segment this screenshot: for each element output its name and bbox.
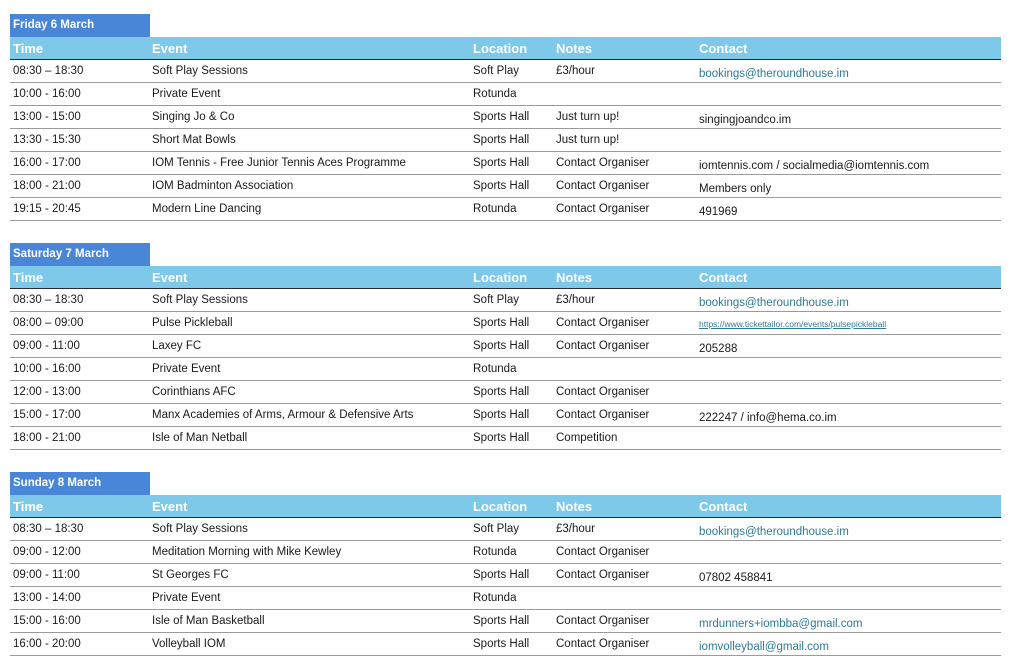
table-row bbox=[10, 152, 1001, 175]
day-section bbox=[10, 472, 1001, 656]
location-cell: Sports Hall bbox=[473, 157, 530, 169]
notes-cell: Contact Organiser bbox=[556, 157, 650, 169]
time-cell: 18:00 - 21:00 bbox=[13, 432, 81, 444]
time-cell: 12:00 - 13:00 bbox=[13, 386, 81, 398]
day-title: Friday 6 March bbox=[10, 14, 150, 37]
table-header bbox=[10, 495, 1001, 518]
event-cell: Short Mat Bowls bbox=[152, 134, 236, 146]
notes-cell: Contact Organiser bbox=[556, 340, 650, 352]
table-row bbox=[10, 633, 1001, 656]
table-row bbox=[10, 518, 1001, 541]
event-cell: Manx Academies of Arms, Armour & Defensive Arts bbox=[152, 409, 414, 421]
notes-cell: Contact Organiser bbox=[556, 317, 650, 329]
contact-cell: Members only bbox=[699, 183, 772, 195]
table-row bbox=[10, 541, 1001, 564]
notes-cell: Contact Organiser bbox=[556, 546, 650, 558]
notes-cell: Contact Organiser bbox=[556, 386, 650, 398]
event-cell: St Georges FC bbox=[152, 569, 229, 581]
table-row bbox=[10, 312, 1001, 335]
column-header-event: Event bbox=[152, 41, 188, 56]
notes-cell: Just turn up! bbox=[556, 111, 620, 123]
event-cell: Laxey FC bbox=[152, 340, 202, 352]
notes-cell: £3/hour bbox=[556, 294, 596, 306]
table-row bbox=[10, 335, 1001, 358]
table-row bbox=[10, 289, 1001, 312]
day-section bbox=[10, 14, 1001, 221]
time-cell: 08:30 – 18:30 bbox=[13, 294, 84, 306]
table-row bbox=[10, 381, 1001, 404]
column-header-notes: Notes bbox=[556, 499, 593, 514]
day-title: Saturday 7 March bbox=[10, 243, 150, 266]
time-cell: 09:00 - 11:00 bbox=[13, 340, 80, 352]
column-header-notes: Notes bbox=[556, 270, 593, 285]
time-cell: 19:15 - 20:45 bbox=[13, 203, 81, 215]
time-cell: 08:00 – 09:00 bbox=[13, 317, 84, 329]
notes-cell: Contact Organiser bbox=[556, 569, 650, 581]
notes-cell: £3/hour bbox=[556, 65, 596, 77]
location-cell: Sports Hall bbox=[473, 638, 530, 650]
column-header-time: Time bbox=[13, 270, 44, 285]
table-row bbox=[10, 358, 1001, 381]
event-cell: IOM Badminton Association bbox=[152, 180, 294, 192]
notes-cell: Competition bbox=[556, 432, 618, 444]
event-cell: Corinthians AFC bbox=[152, 386, 236, 398]
event-cell: Singing Jo & Co bbox=[152, 111, 235, 123]
location-cell: Sports Hall bbox=[473, 569, 530, 581]
column-header-notes: Notes bbox=[556, 41, 593, 56]
event-cell: Private Event bbox=[152, 592, 221, 604]
location-cell: Sports Hall bbox=[473, 386, 530, 398]
event-cell: Isle of Man Netball bbox=[152, 432, 248, 444]
time-cell: 10:00 - 16:00 bbox=[13, 363, 81, 375]
time-cell: 09:00 - 11:00 bbox=[13, 569, 80, 581]
table-row bbox=[10, 198, 1001, 221]
notes-cell: Contact Organiser bbox=[556, 180, 650, 192]
column-header-contact: Contact bbox=[699, 41, 748, 56]
event-cell: Soft Play Sessions bbox=[152, 523, 248, 535]
table-row bbox=[10, 404, 1001, 427]
contact-link[interactable]: iomvolleyball@gmail.com bbox=[699, 641, 829, 653]
notes-cell: Just turn up! bbox=[556, 134, 620, 146]
event-cell: Soft Play Sessions bbox=[152, 65, 248, 77]
table-row bbox=[10, 106, 1001, 129]
location-cell: Rotunda bbox=[473, 203, 517, 215]
column-header-event: Event bbox=[152, 499, 188, 514]
notes-cell: Contact Organiser bbox=[556, 409, 650, 421]
table-header bbox=[10, 37, 1001, 60]
column-header-event: Event bbox=[152, 270, 188, 285]
event-cell: Modern Line Dancing bbox=[152, 203, 262, 215]
time-cell: 15:00 - 17:00 bbox=[13, 409, 81, 421]
notes-cell: Contact Organiser bbox=[556, 615, 650, 627]
table-row bbox=[10, 564, 1001, 587]
contact-cell: 07802 458841 bbox=[699, 572, 773, 584]
notes-cell: £3/hour bbox=[556, 523, 596, 535]
event-cell: Private Event bbox=[152, 88, 221, 100]
event-cell: Pulse Pickleball bbox=[152, 317, 233, 329]
event-cell: Soft Play Sessions bbox=[152, 294, 248, 306]
location-cell: Rotunda bbox=[473, 363, 517, 375]
day-title: Sunday 8 March bbox=[10, 472, 150, 495]
time-cell: 16:00 - 17:00 bbox=[13, 157, 81, 169]
contact-cell: iomtennis.com / socialmedia@iomtennis.com bbox=[699, 160, 930, 172]
location-cell: Rotunda bbox=[473, 592, 517, 604]
contact-cell: 491969 bbox=[699, 206, 738, 218]
location-cell: Sports Hall bbox=[473, 180, 530, 192]
table-header bbox=[10, 266, 1001, 289]
location-cell: Sports Hall bbox=[473, 317, 530, 329]
column-header-location: Location bbox=[473, 270, 528, 285]
day-section bbox=[10, 243, 1001, 450]
contact-cell: 222247 / info@hema.co.im bbox=[699, 412, 837, 424]
time-cell: 08:30 – 18:30 bbox=[13, 523, 84, 535]
notes-cell: Contact Organiser bbox=[556, 203, 650, 215]
contact-link[interactable]: https://www.tickettailor.com/events/pulsepickleball bbox=[699, 319, 887, 329]
event-cell: Meditation Morning with Mike Kewley bbox=[152, 546, 342, 558]
contact-link[interactable]: bookings@theroundhouse.im bbox=[699, 297, 849, 309]
notes-cell: Contact Organiser bbox=[556, 638, 650, 650]
table-row bbox=[10, 83, 1001, 106]
table-row bbox=[10, 427, 1001, 450]
time-cell: 15:00 - 16:00 bbox=[13, 615, 81, 627]
column-header-location: Location bbox=[473, 41, 528, 56]
event-cell: Isle of Man Basketball bbox=[152, 615, 265, 627]
time-cell: 13:30 - 15:30 bbox=[13, 134, 81, 146]
time-cell: 09:00 - 12:00 bbox=[13, 546, 81, 558]
location-cell: Sports Hall bbox=[473, 134, 530, 146]
table-row bbox=[10, 587, 1001, 610]
column-header-location: Location bbox=[473, 499, 528, 514]
contact-cell: singingjoandco.im bbox=[699, 114, 792, 126]
location-cell: Sports Hall bbox=[473, 615, 530, 627]
table-row bbox=[10, 175, 1001, 198]
contact-link[interactable]: mrdunners+iombba@gmail.com bbox=[699, 618, 863, 630]
column-header-contact: Contact bbox=[699, 499, 748, 514]
time-cell: 13:00 - 15:00 bbox=[13, 111, 81, 123]
location-cell: Sports Hall bbox=[473, 432, 530, 444]
location-cell: Soft Play bbox=[473, 523, 520, 535]
contact-cell: 205288 bbox=[699, 343, 738, 355]
location-cell: Sports Hall bbox=[473, 340, 530, 352]
table-row bbox=[10, 60, 1001, 83]
column-header-time: Time bbox=[13, 499, 44, 514]
table-row bbox=[10, 610, 1001, 633]
event-cell: Private Event bbox=[152, 363, 221, 375]
location-cell: Sports Hall bbox=[473, 409, 530, 421]
contact-link[interactable]: bookings@theroundhouse.im bbox=[699, 526, 849, 538]
event-cell: IOM Tennis - Free Junior Tennis Aces Programme bbox=[152, 157, 406, 169]
time-cell: 18:00 - 21:00 bbox=[13, 180, 81, 192]
location-cell: Sports Hall bbox=[473, 111, 530, 123]
table-row bbox=[10, 129, 1001, 152]
column-header-time: Time bbox=[13, 41, 44, 56]
location-cell: Rotunda bbox=[473, 88, 517, 100]
location-cell: Soft Play bbox=[473, 294, 520, 306]
column-header-contact: Contact bbox=[699, 270, 748, 285]
location-cell: Soft Play bbox=[473, 65, 520, 77]
time-cell: 10:00 - 16:00 bbox=[13, 88, 81, 100]
contact-link[interactable]: bookings@theroundhouse.im bbox=[699, 68, 849, 80]
time-cell: 16:00 - 20:00 bbox=[13, 638, 81, 650]
time-cell: 13:00 - 14:00 bbox=[13, 592, 81, 604]
event-cell: Volleyball IOM bbox=[152, 638, 226, 650]
location-cell: Rotunda bbox=[473, 546, 517, 558]
time-cell: 08:30 – 18:30 bbox=[13, 65, 84, 77]
